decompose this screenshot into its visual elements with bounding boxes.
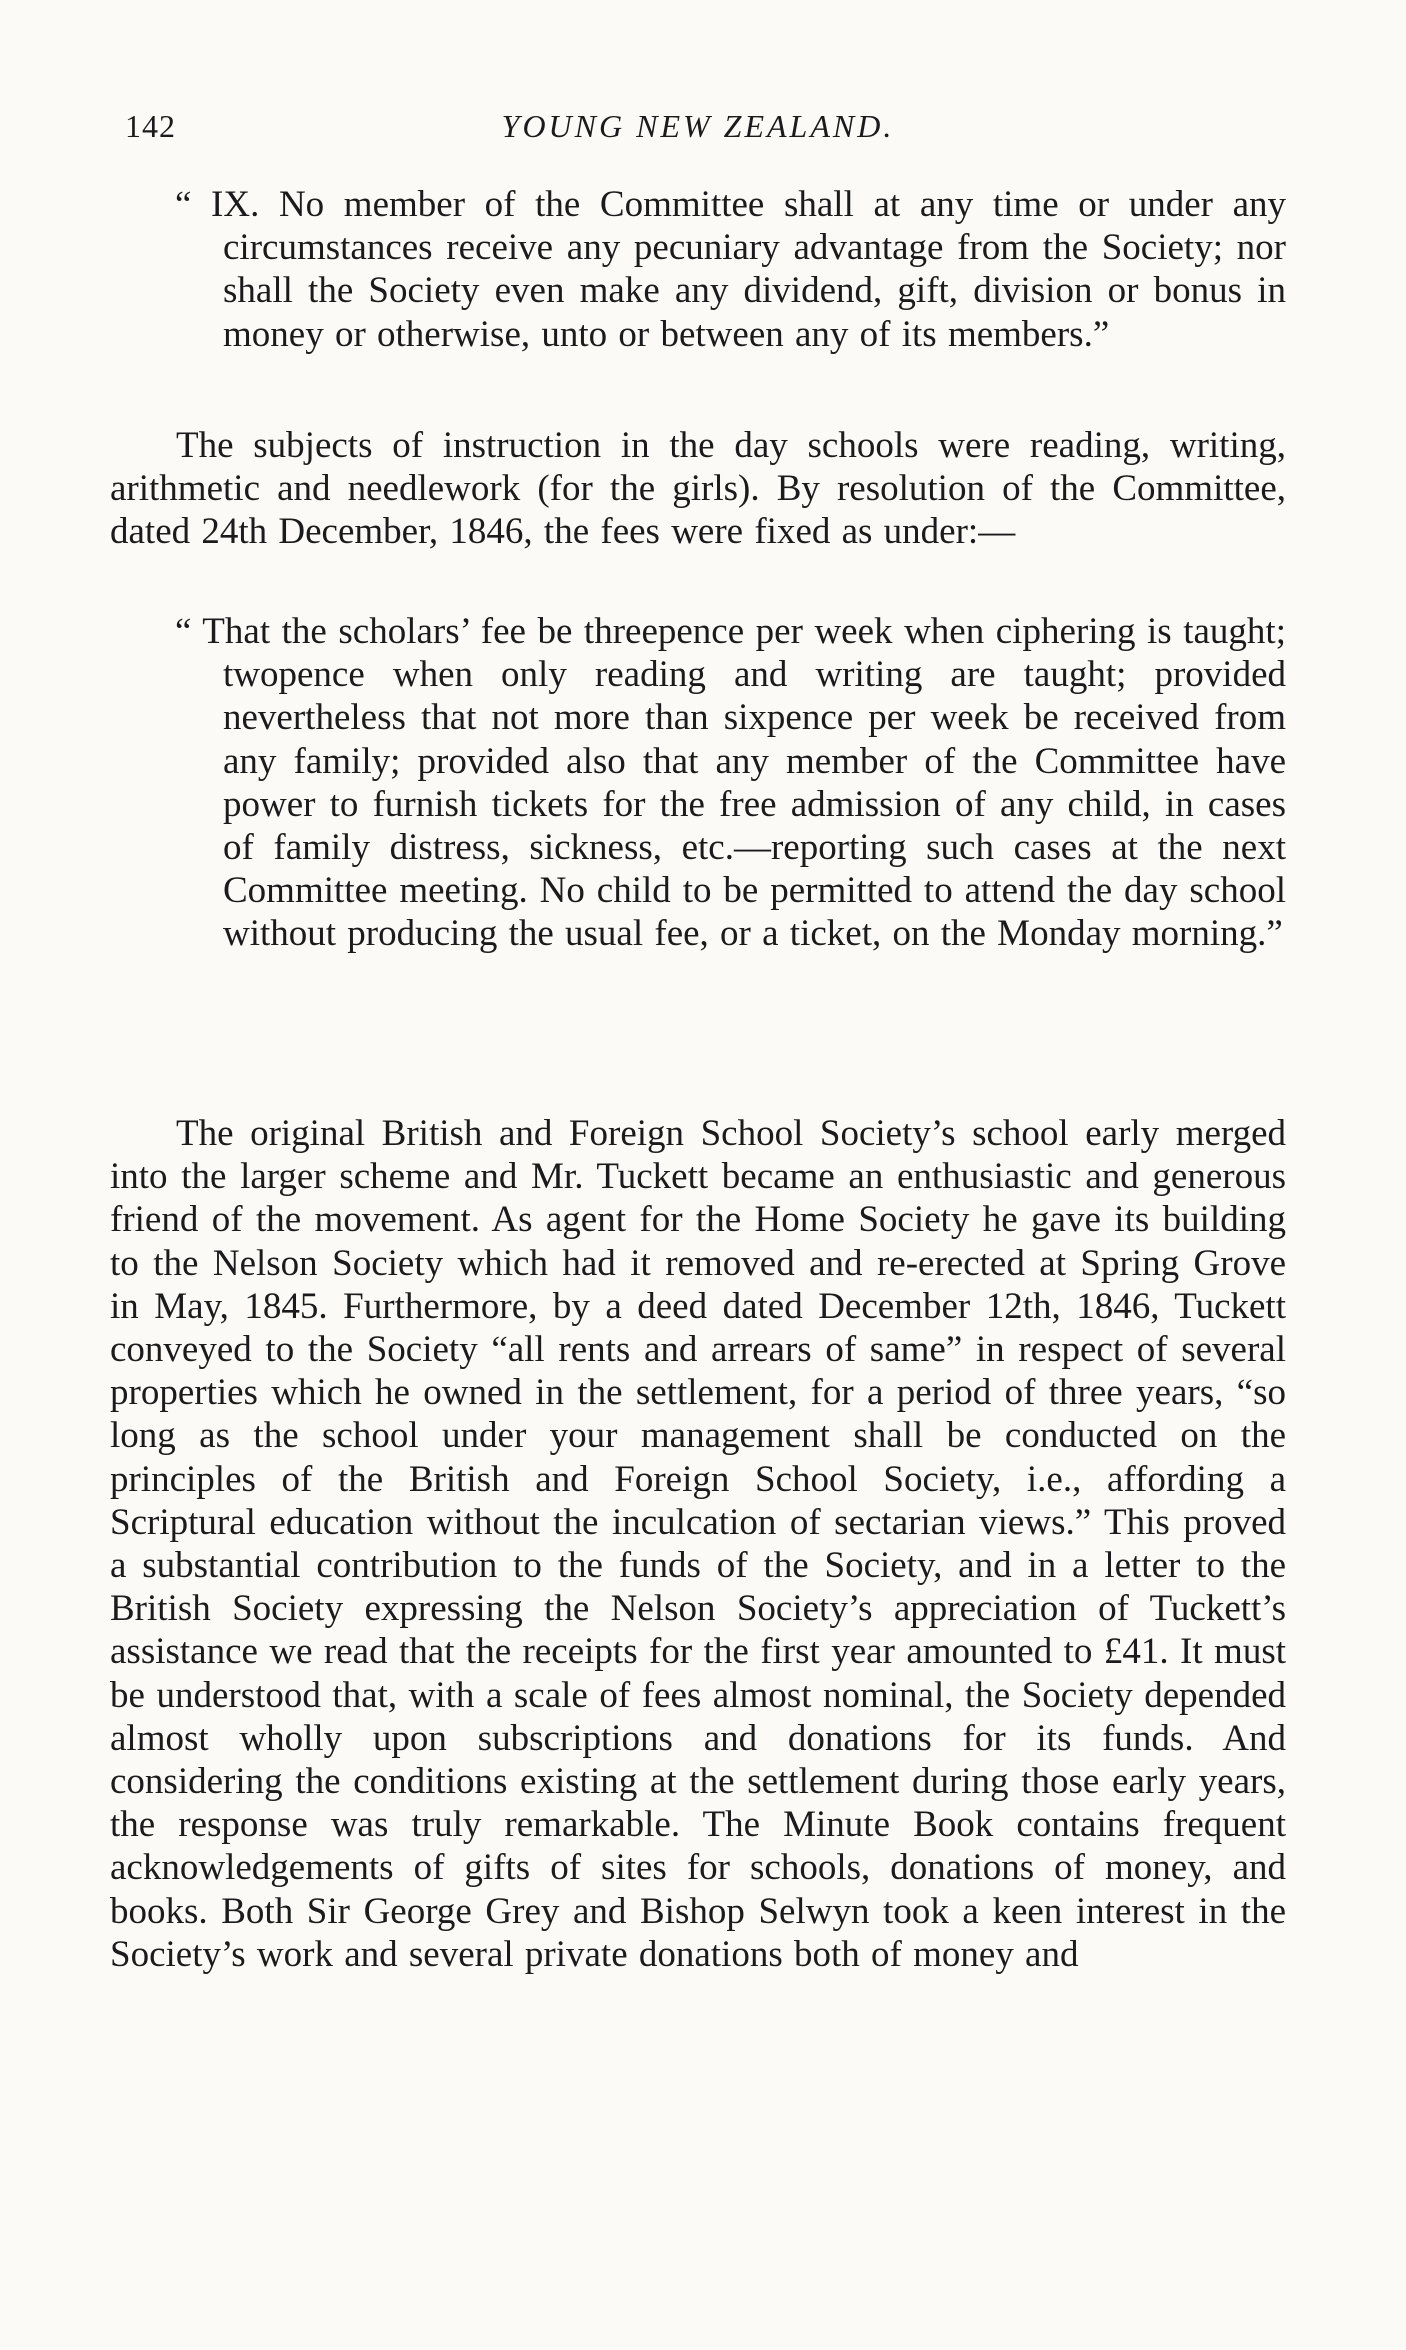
quoted-fee-resolution: “ That the scholars’ fee be threepence per week when ciphering is taught; twopence when only reading and writing are taught; provided nevertheless that not more than sixpence per week be received from any family; provided also that any member of the Committee have power to furnish tickets for the free admission of any child, in cases of family distress, sickness, etc.—reporting such cases at the next Committee meeting. No child to be permitted to attend the day school without producing the usual fee, or a ticket, on the Monday morning.” — [175, 611, 1286, 955]
page-number: 142 — [125, 108, 176, 144]
running-title: YOUNG NEW ZEALAND. — [501, 108, 895, 144]
paragraph-british-foreign-school-society: The original British and Foreign School Society’s school early merged into the larger scheme and Mr. Tuckett became an enthusiastic and generous friend of the movement. As agent for the Home Society he gave its building to the Nelson Society which had it removed and re-erected at Spring Grove in May, 1845. Furthermore, by a deed dated December 12th, 1846, Tuckett conveyed to the Society “all rents and arrears of same” in respect of several properties which he owned in the settlement, for a period of three years, “so long as the school under your management shall be conducted on the principles of the British and Foreign School Society, i.e., affording a Scriptural education without the inculcation of sectarian views.” This proved a substantial contribution to the funds of the Society, and in a letter to the British Society expressing the Nelson Society’s appreciation of Tuckett’s assistance we read that the receipts for the first year amounted to £41. It must be understood that, with a scale of fees almost nominal, the Society depended almost wholly upon subscriptions and donations for its funds. And considering the conditions existing at the settlement during those early years, the response was truly remarkable. The Minute Book contains frequent acknowledgements of gifts of sites for schools, donations of money, and books. Both Sir George Grey and Bishop Selwyn took a keen interest in the Society’s work and several private donations both of money and — [110, 1113, 1286, 1975]
page-header — [110, 108, 1286, 158]
quoted-rule-ix: “ IX. No member of the Committee shall at any time or under any circumstances receive any pecuniary advantage from the Society; nor shall the Society even make any dividend, gift, division or bonus in money or otherwise, unto or between any of its members.” — [175, 184, 1286, 355]
paragraph-subjects-of-instruction: The subjects of instruction in the day schools were reading, writing, arithmetic and needlework (for the girls). By resolution of the Committee, dated 24th December, 1846, the fees were fixed as under:— — [110, 425, 1286, 553]
